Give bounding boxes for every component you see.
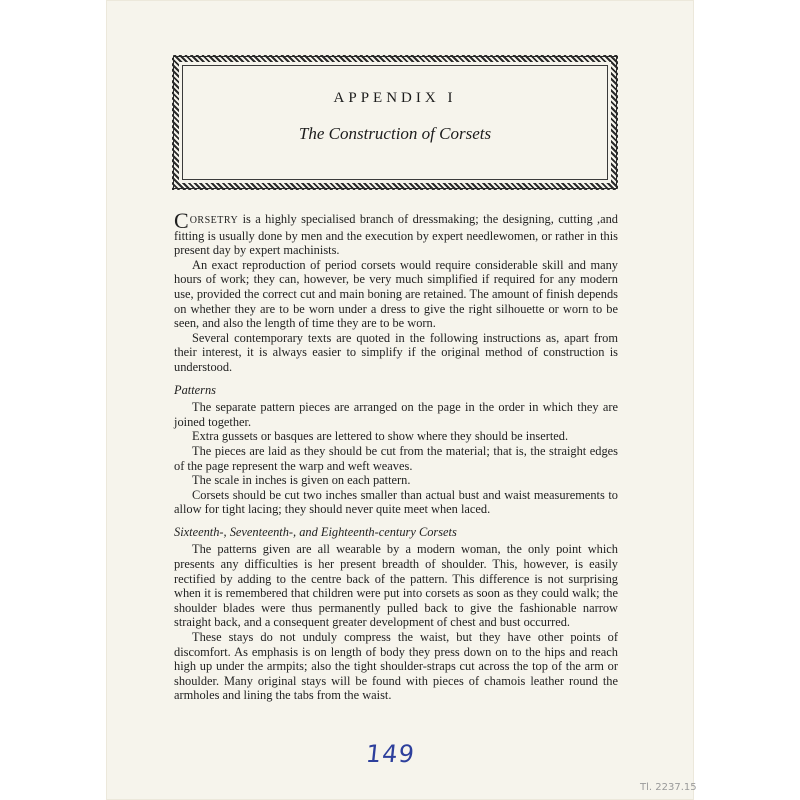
chapter-subtitle: The Construction of Corsets xyxy=(298,124,492,143)
paragraph: The scale in inches is given on each pattern. xyxy=(192,473,411,488)
corner-catalog-note: Tl. 2237.15 xyxy=(640,782,697,793)
section-heading-centuries: Sixteenth-, Seventeenth-, and Eighteenth-century Corsets xyxy=(174,524,457,539)
intro-text: is a highly specialised branch of dressmaking; the designing, cutting ,and fitting is usually done by men and the execution by expert needlewomen, or rather in this present day by expert machinists. xyxy=(174,212,618,258)
section-heading-patterns: Patterns xyxy=(174,382,216,397)
intro-paragraph xyxy=(174,208,618,258)
paragraph: The pieces are laid as they should be cut from the material; that is, the straight edges of the page represent the warp and weft weaves. xyxy=(174,443,618,473)
paragraph: These stays do not unduly compress the waist, but they have other points of discomfort. As emphasis is on length of body they press down on to the hips and reach high up under the armpits; also the tight shoulder-straps cut across the top of the arm or shoulder. Many original stays will be found with pieces of chamois leather round the armholes and lining the tabs from the waist. xyxy=(174,630,618,703)
paragraph: The separate pattern pieces are arranged on the page in the order in which they are joined together. xyxy=(174,400,618,429)
appendix-title: APPENDIX I xyxy=(333,90,457,106)
paragraph: Corsets should be cut two inches smaller than actual bust and waist measurements to allow for tight lacing; they should never quite meet when laced. xyxy=(174,487,618,517)
title-frame xyxy=(172,55,618,190)
intro-small-caps: ORSETRY xyxy=(189,215,239,226)
paragraph: An exact reproduction of period corsets would require considerable skill and many hours of work; they can, however, be very much simplified if required for any modern use, provided the correct cut and main boning are retained. The amount of finish depends on whether they are to be worn under a dress to give the right silhouette or worn to be seen, and also the length of time they are to be worn. xyxy=(174,257,618,331)
paragraph: Extra gussets or basques are lettered to show where they should be inserted. xyxy=(192,429,569,444)
paragraph: The patterns given are all wearable by a modern woman, the only point which presents any difficulties is her present breadth of shoulder. This, however, is easily rectified by adding to the centre back of the pattern. This difference is not surprising when it is remembered that children were put into corsets as soon as they could walk; the shoulder blades were thus permanently pulled back to give the fashionable narrow straight back, and a consequent greater development of chest and bust occurred. xyxy=(174,542,618,630)
body-text xyxy=(174,208,618,703)
handwritten-page-number: 149 xyxy=(364,740,417,768)
drop-cap: C xyxy=(174,208,189,233)
paragraph: Several contemporary texts are quoted in the following instructions as, apart from their interest, it is always easier to simplify if the original method of construction is understood. xyxy=(174,330,618,374)
